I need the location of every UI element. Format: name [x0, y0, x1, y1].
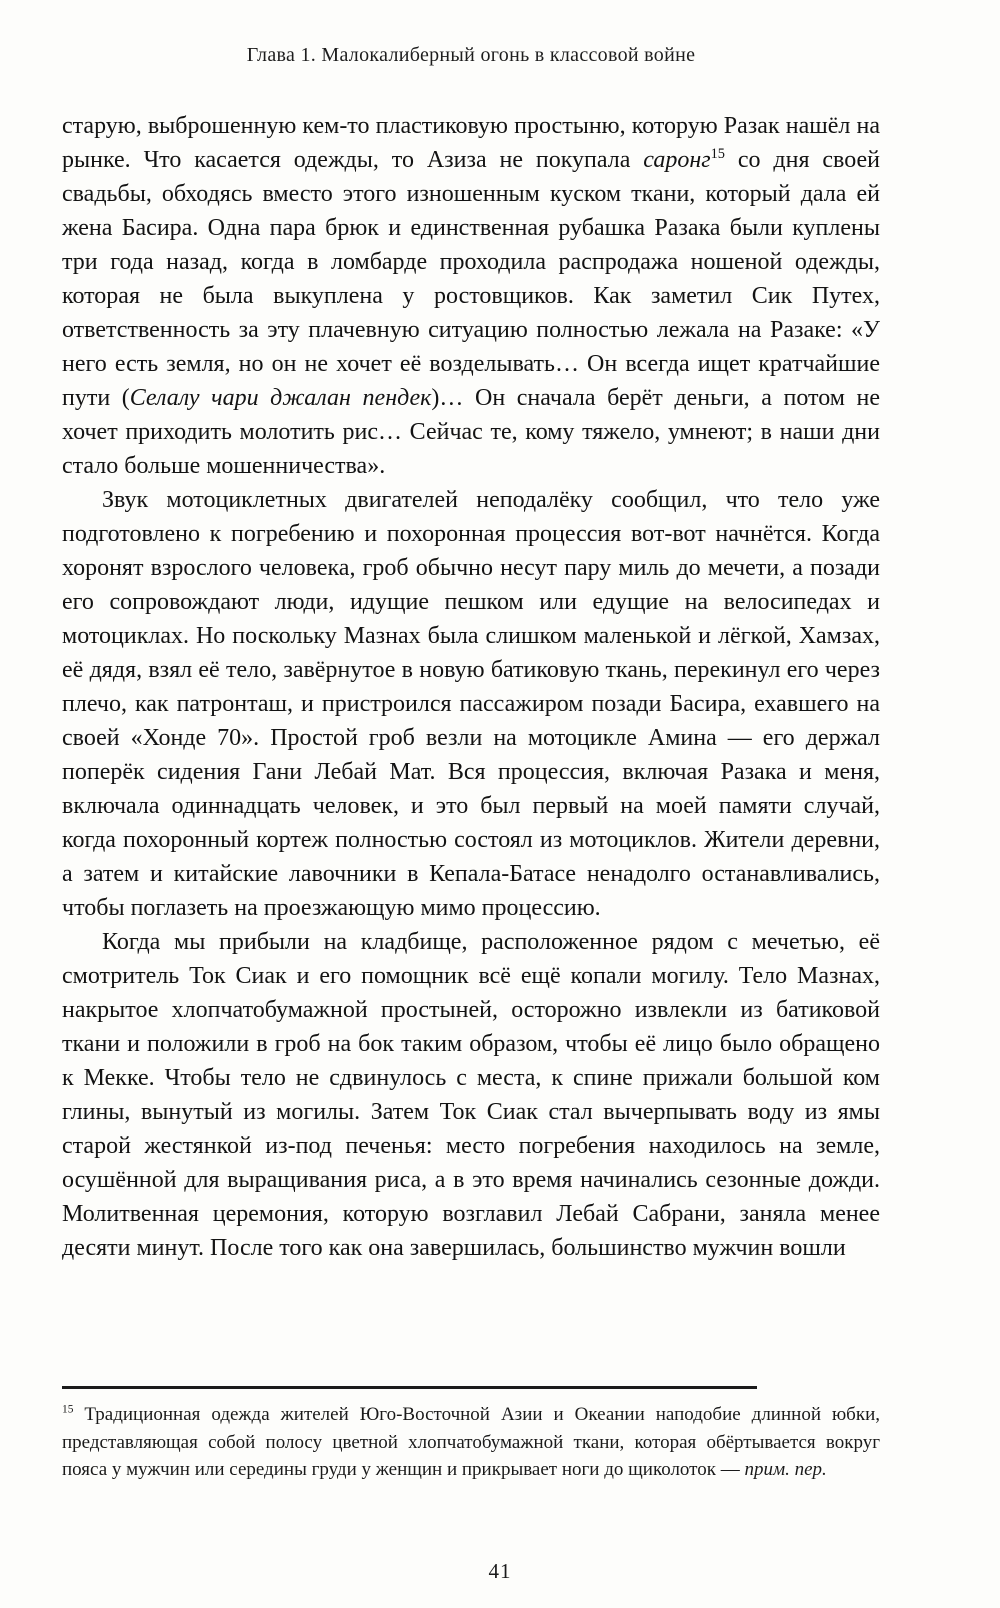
italic-text: прим. пер.	[744, 1459, 827, 1480]
footnote-reference: 15	[710, 146, 725, 162]
text-run: )… Он сначала берёт деньги, а потом не хочет приходить молотить рис… Сейчас те, кому тяжело, умнеют; в наши дни стало больше мошенничества».	[62, 385, 881, 479]
footnote-divider	[62, 1386, 757, 1389]
paragraph	[62, 109, 880, 483]
text-run: со дня своей свадьбы, обходясь вместо этого изношенным куском ткани, который дала ей жена Басира. Одна пара брюк и единственная рубашка Разака были куплены три года назад, когда в ломбарде проходила распродажа ношеной одежды, которая не была выкуплена у ростовщиков. Как заметил Сик Путех, ответственность за эту плачевную ситуацию полностью лежала на Разаке: «У него есть земля, но он не хочет её возделывать… Он всегда ищет кратчайшие пути (	[62, 147, 881, 411]
chapter-running-head: Глава 1. Малокалиберный огонь в классовой войне	[246, 44, 696, 66]
paragraph	[62, 925, 880, 1265]
page-number: 41	[488, 1559, 512, 1583]
body-text	[62, 109, 880, 1265]
text-run: старую, выброшенную кем-то пластиковую простыню, которую Разак нашёл на рынке. Что касается одежды, то Азиза не покупала	[62, 113, 880, 173]
text-run: Когда мы прибыли на кладбище, расположенное рядом с мечетью, её смотритель Ток Сиак и его помощник всё ещё копали могилу. Тело Мазнах, накрытое хлопчатобумажной простыней, осторожно извлекли из батиковой ткани и положили в гроб на бок таким образом, чтобы её лицо было обращено к Мекке. Чтобы тело не сдвинулось с места, к спине прижали большой ком глины, вынутый из могилы. Затем Ток Сиак стал вычерпывать воду из ямы старой жестянкой из-под печенья: место погребения находилось на земле, осушённой для выращивания риса, а в это время начинались сезонные дожди. Молитвенная церемония, которую возглавил Лебай Сабрани, заняла менее десяти минут. После того как она завершилась, большинство мужчин вошли	[62, 929, 880, 1261]
footnote-reference: 15	[62, 1403, 74, 1416]
italic-text: саронг	[643, 147, 711, 173]
footnote-text	[62, 1401, 880, 1484]
text-run: Звук мотоциклетных двигателей неподалёку сообщил, что тело уже подготовлено к погребению и похоронная процессия вот-вот начнётся. Когда хоронят взрослого человека, гроб обычно несут пару миль до мечети, а позади его сопровождают люди, идущие пешком или едущие на велосипедах и мотоциклах. Но поскольку Мазнах была слишком маленькой и лёгкой, Хамзах, её дядя, взял её тело, завёрнутое в новую батиковую ткань, перекинул его через плечо, как патронташ, и пристроился пассажиром позади Басира, ехавшего на своей «Хонде 70». Простой гроб везли на мотоцикле Амина — его держал поперёк сидения Гани Лебай Мат. Вся процессия, включая Разака и меня, включала одиннадцать человек, и это был первый на моей памяти случай, когда похоронный кортеж полностью состоял из мотоциклов. Жители деревни, а затем и китайские лавочники в Кепала-Батасе ненадолго останавливались, чтобы поглазеть на проезжающую мимо процессию.	[62, 487, 880, 921]
paragraph	[62, 483, 880, 925]
footnote	[62, 1386, 880, 1484]
italic-text: Селалу чари джалан пендек	[129, 385, 432, 411]
text-run: Традиционная одежда жителей Юго-Восточной Азии и Океании наподобие длинной юбки, представляющая собой полосу цветной хлопчатобумажной ткани, которая обёртывается вокруг пояса у мужчин или середины груди у женщин и прикрывает ноги до щиколоток —	[62, 1404, 880, 1480]
